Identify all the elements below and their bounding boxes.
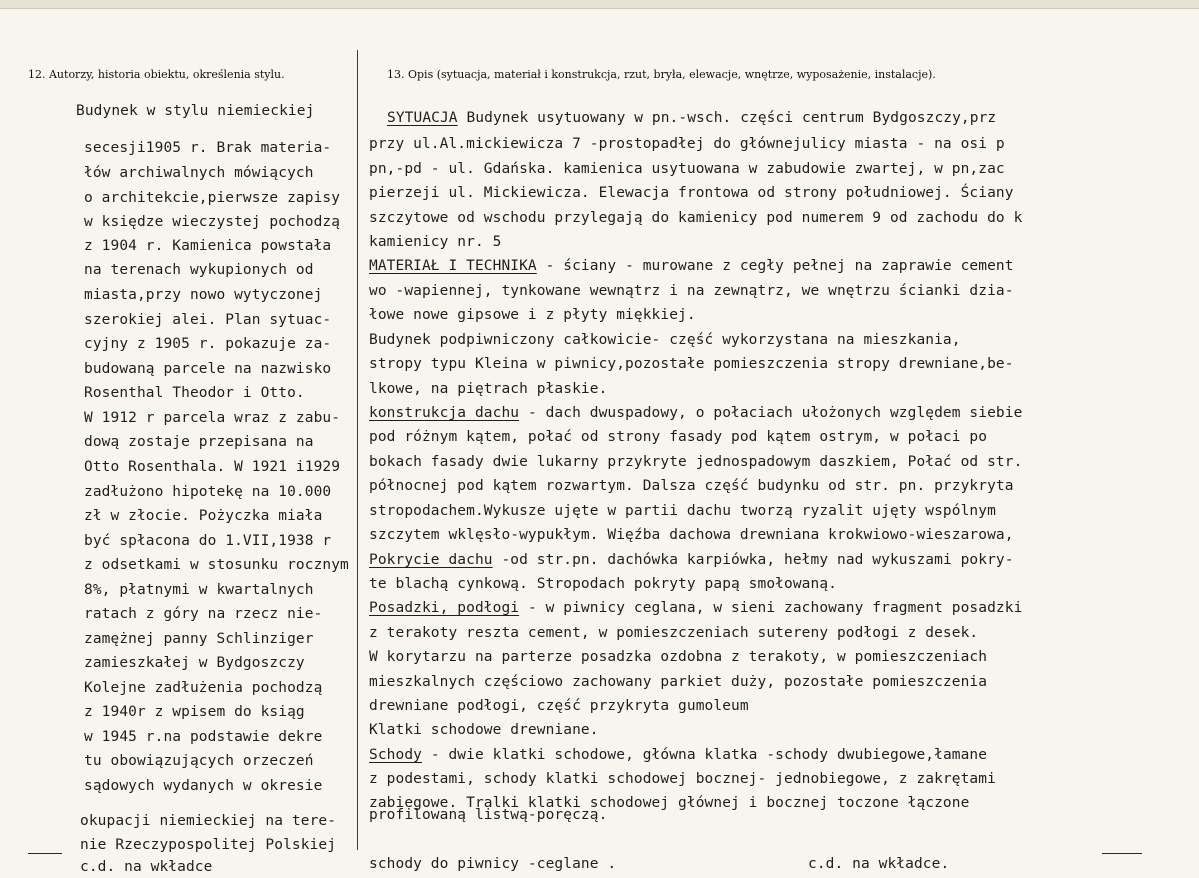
right-line: szczytem wklęsło-wypukłym. Więźba dachowa drewniana krokwiowo-wieszarowa, bbox=[369, 527, 1014, 543]
left-line: na terenach wykupionych od bbox=[84, 262, 314, 278]
section-heading: Posadzki, podłogi bbox=[369, 600, 520, 616]
right-line: Klatki schodowe drewniane. bbox=[369, 722, 599, 738]
right-line: stropodachem.Wykusze ujęte w partii dachu tworzą ryzalit ujęty wspólnym bbox=[369, 503, 996, 519]
left-line: 8%, płatnymi w kwartalnych bbox=[84, 582, 314, 598]
column-divider bbox=[357, 50, 358, 850]
right-line: drewniane podłogi, część przykryta gumoleum bbox=[369, 698, 749, 714]
right-line: MATERIAŁ I TECHNIKA - ściany - murowane z cegły pełnej na zaprawie cement bbox=[369, 258, 1014, 274]
left-line: w 1945 r.na podstawie dekre bbox=[84, 729, 323, 745]
section-heading: konstrukcja dachu bbox=[369, 405, 520, 421]
left-line: Otto Rosenthala. W 1921 i1929 bbox=[84, 459, 341, 475]
right-line: pod różnym kątem, połać od strony fasady pod kątem ostrym, w połaci po bbox=[369, 429, 988, 445]
margin-mark bbox=[1102, 853, 1142, 854]
left-line: o architekcie,pierwsze zapisy bbox=[84, 190, 341, 206]
right-line: schody do piwnicy -ceglane . bbox=[369, 856, 617, 872]
right-line: stropy typu Kleina w piwnicy,pozostałe pomieszczenia stropy drewniane,be- bbox=[369, 356, 1014, 372]
left-line: zadłużono hipotekę na 10.000 bbox=[84, 484, 332, 500]
left-line: okupacji niemieckiej na tere- bbox=[80, 813, 337, 829]
left-line: c.d. na wkładce bbox=[80, 859, 213, 875]
right-line: łowe nowe gipsowe i z płyty miękkiej. bbox=[369, 307, 696, 323]
right-line: SYTUACJA Budynek usytuowany w pn.-wsch. części centrum Bydgoszczy,prz bbox=[387, 110, 997, 126]
left-line: w księdze wieczystej pochodzą bbox=[84, 214, 341, 230]
scan-edge bbox=[0, 0, 1199, 9]
right-line: te blachą cynkową. Stropodach pokryty papą smołowaną. bbox=[369, 576, 837, 592]
left-line: z 1940r z wpisem do ksiąg bbox=[84, 704, 305, 720]
header-right: 13. Opis (sytuacja, materiał i konstrukcja, rzut, bryła, elewacje, wnętrze, wyposażenie, instalacje). bbox=[387, 68, 936, 81]
section-heading: SYTUACJA bbox=[387, 110, 458, 126]
left-line: być spłacona do 1.VII,1938 r bbox=[84, 533, 332, 549]
right-line: północnej pod kątem rozwartym. Dalsza część budynku od str. pn. przykryta bbox=[369, 478, 1014, 494]
right-line: kamienicy nr. 5 bbox=[369, 234, 502, 250]
right-line: c.d. na wkładce. bbox=[808, 856, 950, 872]
left-line: Kolejne zadłużenia pochodzą bbox=[84, 680, 323, 696]
header-left: 12. Autorzy, historia obiektu, określenia stylu. bbox=[28, 68, 285, 81]
right-line: pierzeji ul. Mickiewicza. Elewacja frontowa od strony południowej. Ściany bbox=[369, 185, 1014, 201]
right-line: Schody - dwie klatki schodowe, główna klatka -schody dwubiegowe,łamane bbox=[369, 747, 988, 763]
right-line: bokach fasady dwie lukarny przykryte jednospadowym daszkiem, Połać od str. bbox=[369, 454, 1023, 470]
section-heading: Schody bbox=[369, 747, 422, 763]
left-line: zamieszkałej w Bydgoszczy bbox=[84, 655, 305, 671]
left-line: z odsetkami w stosunku rocznym bbox=[84, 557, 349, 573]
right-line: szczytowe od wschodu przylegają do kamienicy pod numerem 9 od zachodu do k bbox=[369, 210, 1023, 226]
left-line: szerokiej alei. Plan sytuac- bbox=[84, 312, 332, 328]
right-line: W korytarzu na parterze posadzka ozdobna z terakoty, w pomieszczeniach bbox=[369, 649, 988, 665]
right-line: przy ul.Al.mickiewicza 7 -prostopadłej do głównejulicy miasta - na osi p bbox=[369, 136, 1005, 152]
right-line: konstrukcja dachu - dach dwuspadowy, o połaciach ułożonych względem siebie bbox=[369, 405, 1023, 421]
right-line: wo -wapiennej, tynkowane wewnątrz i na zewnątrz, we wnętrzu ścianki dzia- bbox=[369, 283, 1014, 299]
right-line: z podestami, schody klatki schodowej bocznej- jednobiegowe, z zakrętami bbox=[369, 771, 996, 787]
left-line: nie Rzeczypospolitej Polskiej bbox=[80, 837, 337, 853]
left-line: tu obowiązujących orzeczeń bbox=[84, 753, 314, 769]
left-line: z 1904 r. Kamienica powstała bbox=[84, 238, 332, 254]
right-line: mieszkalnych częściowo zachowany parkiet duży, pozostałe pomieszczenia bbox=[369, 674, 988, 690]
section-heading: MATERIAŁ I TECHNIKA bbox=[369, 258, 537, 274]
right-line: zabiegowe. Tralki klatki schodowej głównej i bocznej toczone łączone bbox=[369, 795, 970, 811]
right-line: lkowe, na piętrach płaskie. bbox=[369, 381, 608, 397]
left-line: ratach z góry na rzecz nie- bbox=[84, 606, 323, 622]
right-line: Budynek podpiwniczony całkowicie- część wykorzystana na mieszkania, bbox=[369, 332, 961, 348]
left-line: cyjny z 1905 r. pokazuje za- bbox=[84, 336, 332, 352]
left-line: secesji1905 r. Brak materia- bbox=[84, 140, 332, 156]
left-line: zł w złocie. Pożyczka miała bbox=[84, 508, 323, 524]
left-line: miasta,przy nowo wytyczonej bbox=[84, 287, 323, 303]
left-line: Budynek w stylu niemieckiej bbox=[76, 103, 315, 119]
left-line: W 1912 r parcela wraz z zabu- bbox=[84, 410, 341, 426]
section-heading: Pokrycie dachu bbox=[369, 552, 493, 568]
right-line: profilowaną listwą-poręczą. bbox=[369, 807, 608, 823]
left-line: Rosenthal Theodor i Otto. bbox=[84, 385, 305, 401]
right-line: Posadzki, podłogi - w piwnicy ceglana, w sieni zachowany fragment posadzki bbox=[369, 600, 1023, 616]
left-line: łów archiwalnych mówiących bbox=[84, 165, 314, 181]
left-line: budowaną parcele na nazwisko bbox=[84, 361, 332, 377]
margin-mark bbox=[28, 853, 62, 854]
left-line: sądowych wydanych w okresie bbox=[84, 778, 323, 794]
right-line: z terakoty reszta cement, w pomieszczeniach sutereny podłogi z desek. bbox=[369, 625, 979, 641]
left-line: zamężnej panny Schlinziger bbox=[84, 631, 314, 647]
right-line: Pokrycie dachu -od str.pn. dachówka karpiówka, hełmy nad wykuszami pokry- bbox=[369, 552, 1014, 568]
right-line: pn,-pd - ul. Gdańska. kamienica usytuowana w zabudowie zwartej, w pn,zac bbox=[369, 161, 1005, 177]
left-line: dową zostaje przepisana na bbox=[84, 434, 314, 450]
